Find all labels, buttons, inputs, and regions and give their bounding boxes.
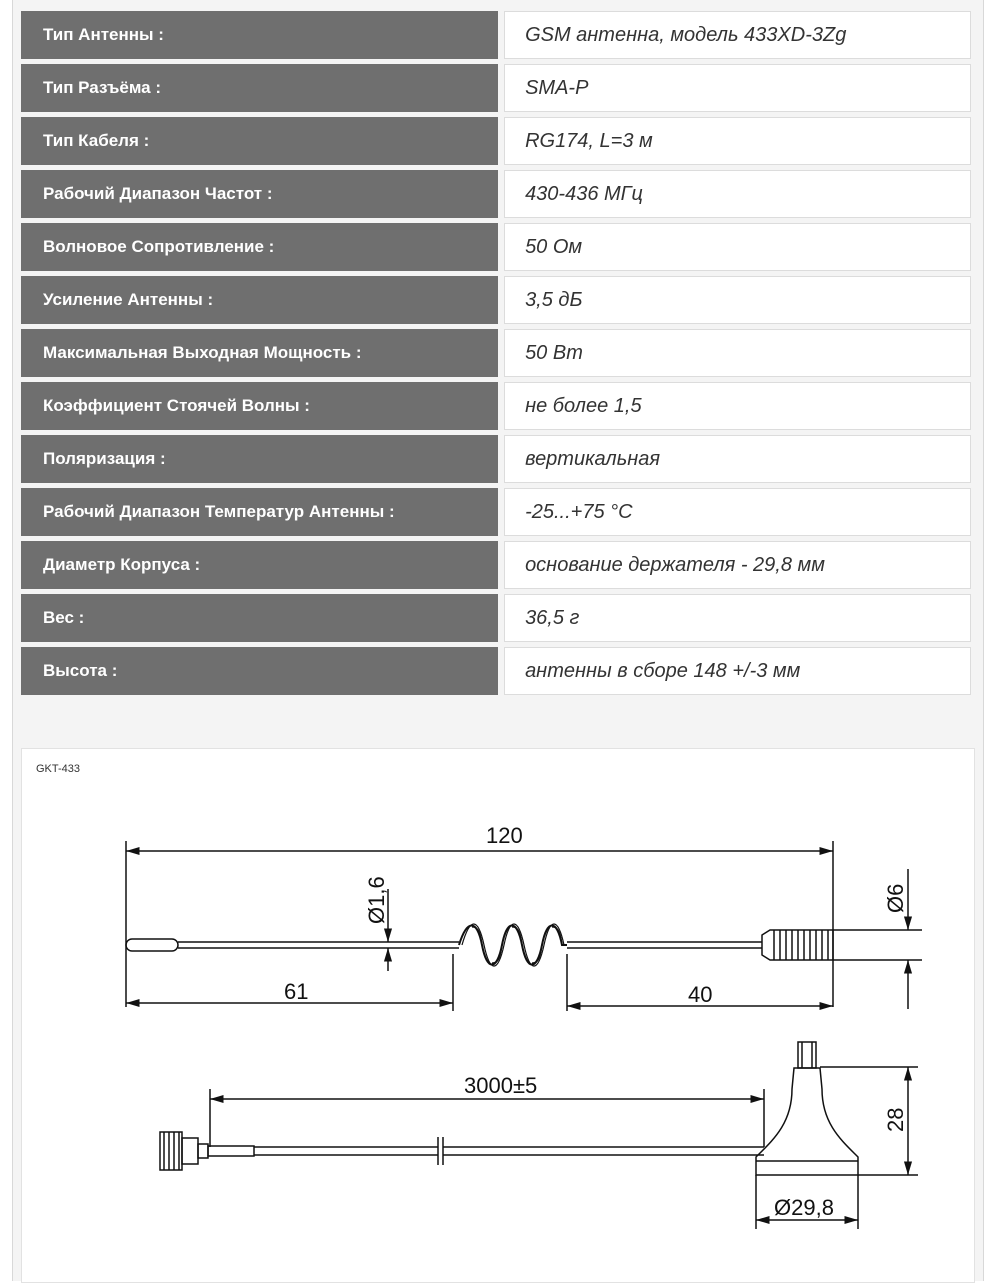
- spec-row: [21, 594, 971, 642]
- drawing-svg: [22, 749, 974, 1282]
- spec-row: [21, 223, 971, 271]
- spec-value: 3,5 дБ: [504, 276, 971, 324]
- spec-value: -25...+75 °C: [504, 488, 971, 536]
- spec-row: [21, 276, 971, 324]
- spec-value: 430-436 МГц: [504, 170, 971, 218]
- spec-label: Диаметр Корпуса :: [21, 541, 504, 589]
- antenna-coil: [459, 926, 567, 965]
- dim-base-d-label: Ø29,8: [774, 1195, 834, 1220]
- spec-row: [21, 11, 971, 59]
- dim-28-label: 28: [883, 1107, 908, 1132]
- dim-120-label: 120: [486, 823, 523, 848]
- dim-wire-label: Ø1,6: [364, 876, 389, 924]
- spec-label: Волновое Сопротивление :: [21, 223, 504, 271]
- spec-row: [21, 647, 971, 695]
- spec-label: Вес :: [21, 594, 504, 642]
- spec-row: [21, 435, 971, 483]
- spec-value: антенны в сборе 148 +/-3 мм: [504, 647, 971, 695]
- spec-label: Поляризация :: [21, 435, 504, 483]
- spec-row: [21, 488, 971, 536]
- base-stud: [798, 1042, 816, 1068]
- spec-row: [21, 170, 971, 218]
- spec-row: [21, 541, 971, 589]
- magnetic-base: [756, 1068, 858, 1175]
- dim-61-label: 61: [284, 979, 309, 1004]
- dim-40-label: 40: [688, 982, 713, 1007]
- technical-drawing: [21, 748, 975, 1283]
- spec-row: [21, 64, 971, 112]
- spec-row: [21, 117, 971, 165]
- spec-value: не более 1,5: [504, 382, 971, 430]
- spec-value: SMA-P: [504, 64, 971, 112]
- spec-label: Тип Разъёма :: [21, 64, 504, 112]
- spec-value: RG174, L=3 м: [504, 117, 971, 165]
- spec-value: 50 Ом: [504, 223, 971, 271]
- spec-label: Коэффициент Стоячей Волны :: [21, 382, 504, 430]
- spec-label: Рабочий Диапазон Частот :: [21, 170, 504, 218]
- antenna-tip: [126, 939, 178, 951]
- dim-d6-label: Ø6: [883, 883, 908, 913]
- model-label: GKT-433: [36, 763, 81, 775]
- spec-label: Тип Антенны :: [21, 11, 504, 59]
- spec-value: вертикальная: [504, 435, 971, 483]
- spec-label: Усиление Антенны :: [21, 276, 504, 324]
- spec-value: 50 Вт: [504, 329, 971, 377]
- spec-table: [21, 6, 971, 700]
- spec-row: [21, 329, 971, 377]
- spec-label: Тип Кабеля :: [21, 117, 504, 165]
- dim-cable-label: 3000±5: [464, 1073, 538, 1098]
- spec-value: GSM антенна, модель 433XD-3Zg: [504, 11, 971, 59]
- spec-label: Рабочий Диапазон Температур Антенны :: [21, 488, 504, 536]
- spec-label: Высота :: [21, 647, 504, 695]
- spec-row: [21, 382, 971, 430]
- spec-value: основание держателя - 29,8 мм: [504, 541, 971, 589]
- spec-label: Максимальная Выходная Мощность :: [21, 329, 504, 377]
- spec-value: 36,5 г: [504, 594, 971, 642]
